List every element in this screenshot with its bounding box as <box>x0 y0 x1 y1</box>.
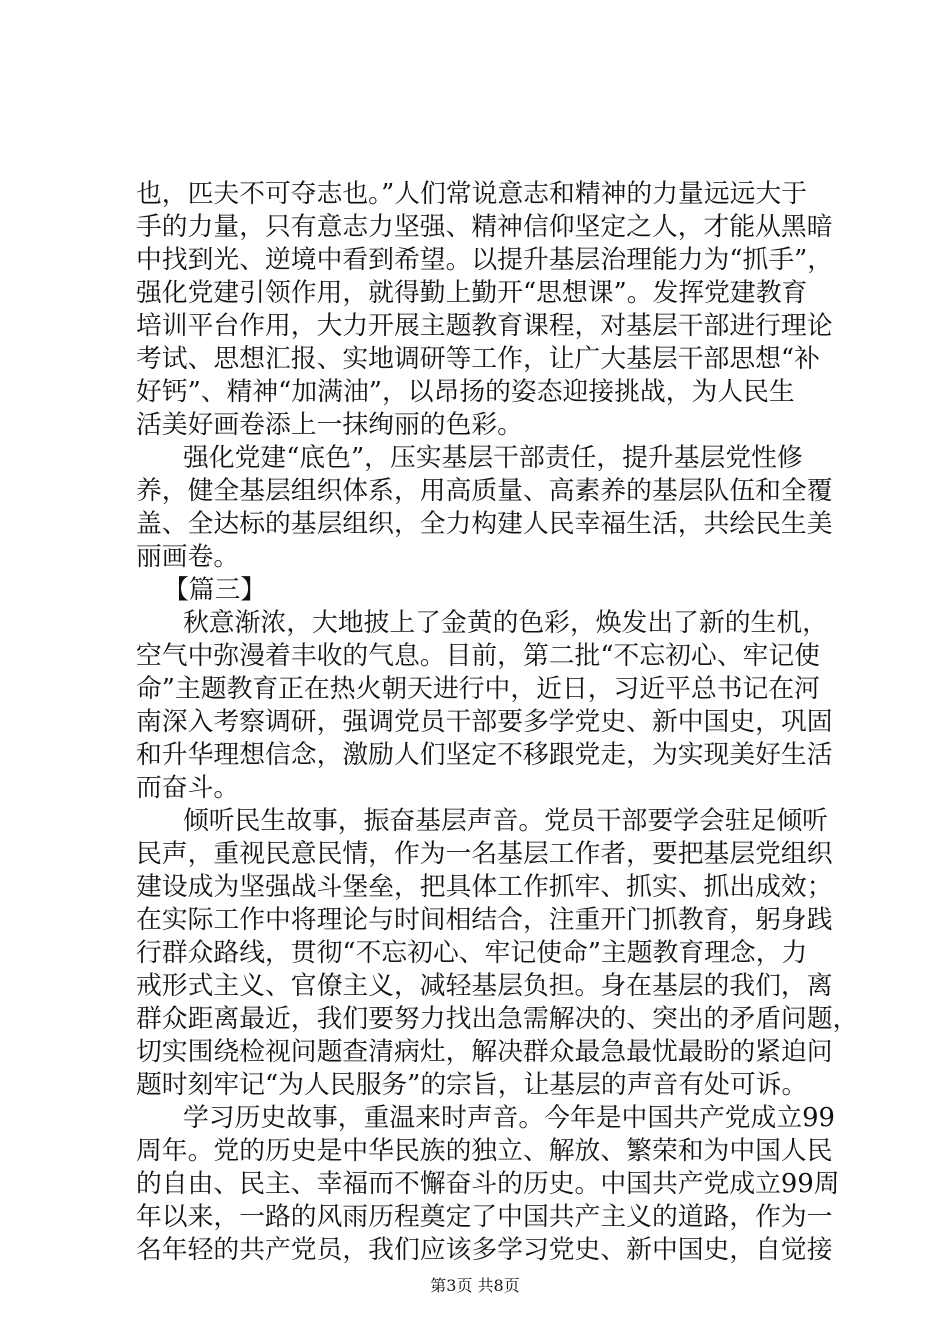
text-line: 周年。党的历史是中华民族的独立、解放、繁荣和为中国人民 <box>136 1136 833 1166</box>
text-line: 南深入考察调研，强调党员干部要多学党史、新中国史，巩固 <box>136 707 833 737</box>
text-line: 好钙”、精神“加满油”，以昂扬的姿态迎接挑战，为人民生 <box>136 377 795 407</box>
text-line: 空气中弥漫着丰收的气息。目前，第二批“不忘初心、牢记使 <box>136 641 820 671</box>
text-line: 戒形式主义、官僚主义，减轻基层负担。身在基层的我们，离 <box>136 971 833 1001</box>
text-line: 也，匹夫不可夺志也。”人们常说意志和精神的力量远远大于 <box>136 179 808 209</box>
text-line: 中找到光、逆境中看到希望。以提升基层治理能力为“抓手”， <box>136 245 834 275</box>
text-line: 题时刻牢记“为人民服务”的宗旨，让基层的声音有处可诉。 <box>136 1070 808 1100</box>
text-line: 民声，重视民意民情，作为一名基层工作者，要把基层党组织 <box>136 839 833 869</box>
text-line: 手的力量，只有意志力坚强、精神信仰坚定之人，才能从黑暗 <box>136 212 833 242</box>
text-line: 考试、思想汇报、实地调研等工作，让广大基层干部思想“补 <box>136 344 820 374</box>
paragraph-start: 强化党建“底色”，压实基层干部责任，提升基层党性修 <box>183 443 803 473</box>
text-line: 强化党建引领作用，就得勤上勤开“思想课”。发挥党建教育 <box>136 278 808 308</box>
text-line: 而奋斗。 <box>136 773 240 803</box>
text-line: 建设成为坚强战斗堡垒，把具体工作抓牢、抓实、抓出成效； <box>136 872 833 902</box>
text-line: 和升华理想信念，激励人们坚定不移跟党走，为实现美好生活 <box>136 740 833 770</box>
text-line: 群众距离最近，我们要努力找出急需解决的、突出的矛盾问题， <box>136 1004 859 1034</box>
section-heading: 【篇三】 <box>163 575 267 605</box>
text-line: 的自由、民主、幸福而不懈奋斗的历史。中国共产党成立99周 <box>136 1169 840 1199</box>
paragraph-start: 倾听民生故事，振奋基层声音。党员干部要学会驻足倾听 <box>183 806 828 836</box>
page-number: 第3页 共8页 <box>430 1276 520 1295</box>
text-line: 活美好画卷添上一抹绚丽的色彩。 <box>136 410 523 440</box>
paragraph-start: 秋意渐浓，大地披上了金黄的色彩，焕发出了新的生机， <box>183 608 828 638</box>
text-line: 养，健全基层组织体系，用高质量、高素养的基层队伍和全覆 <box>136 476 833 506</box>
text-line: 切实围绕检视问题查清病灶，解决群众最急最忧最盼的紧迫问 <box>136 1037 833 1067</box>
text-line: 在实际工作中将理论与时间相结合，注重开门抓教育，躬身践 <box>136 905 833 935</box>
text-line: 盖、全达标的基层组织，全力构建人民幸福生活，共绘民生美 <box>136 509 833 539</box>
text-line: 命”主题教育正在热火朝天进行中，近日，习近平总书记在河 <box>136 674 820 704</box>
text-line: 行群众路线，贯彻“不忘初心、牢记使命”主题教育理念，力 <box>136 938 808 968</box>
text-line: 丽画卷。 <box>136 542 240 572</box>
text-line: 名年轻的共产党员，我们应该多学习党史、新中国史，自觉接 <box>136 1235 833 1265</box>
paragraph-start: 学习历史故事，重温来时声音。今年是中国共产党成立99 <box>183 1103 835 1133</box>
text-line: 年以来，一路的风雨历程奠定了中国共产主义的道路，作为一 <box>136 1202 833 1232</box>
text-line: 培训平台作用，大力开展主题教育课程，对基层干部进行理论 <box>136 311 833 341</box>
